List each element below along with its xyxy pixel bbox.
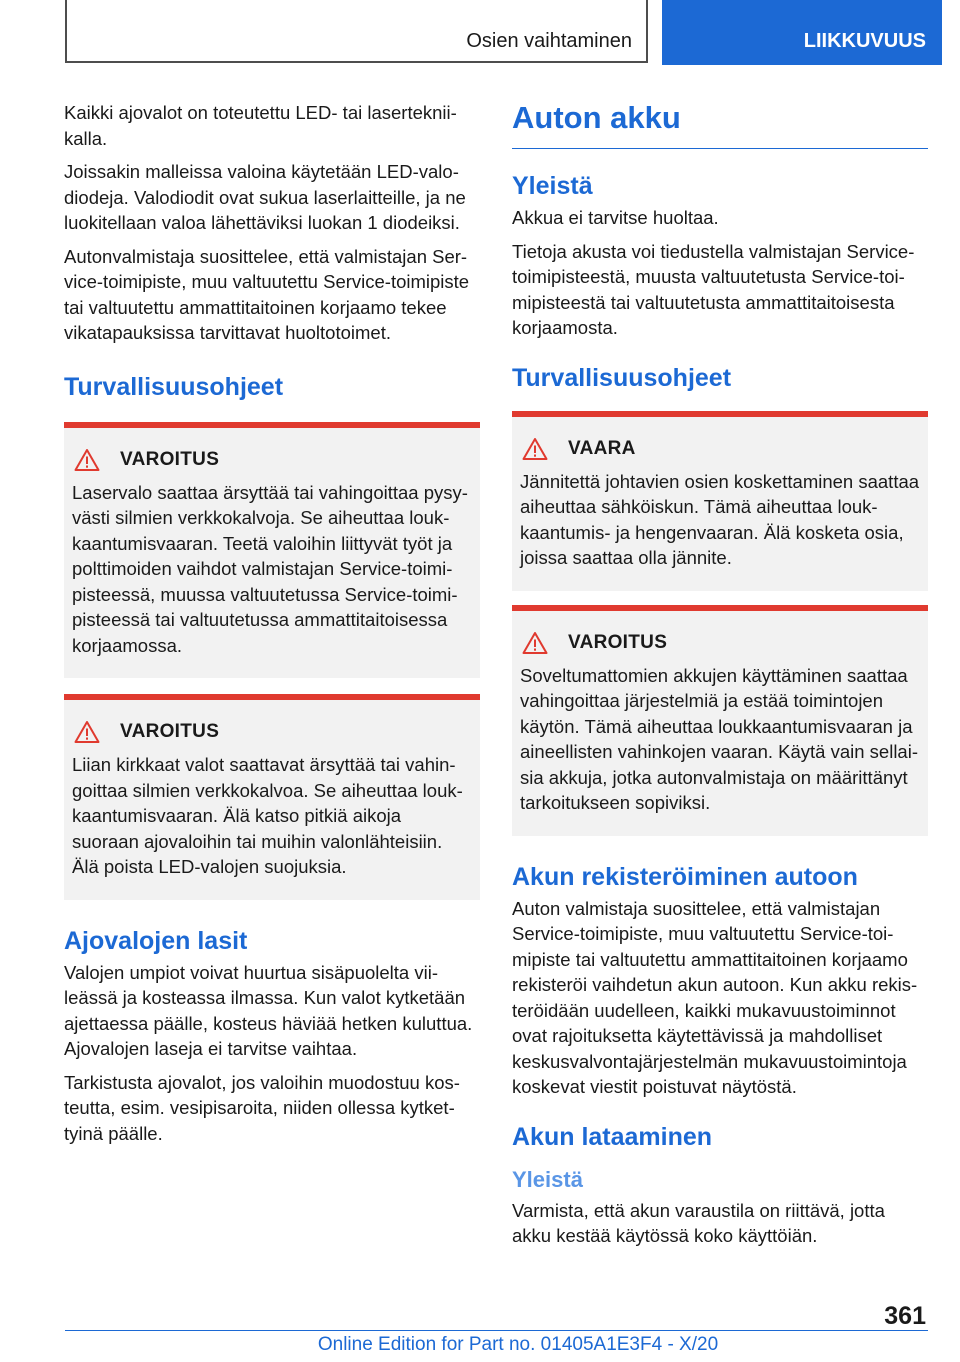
header-chapter-tab <box>662 0 942 65</box>
paragraph: Auton valmistaja suosittelee, että valmistajan Service-toimipiste, muu valtuutettu Service-toimipiste tai valtuutettu ammattitaitoinen korjaamo rekisteröi vaihdetun akun autoon. Kun akku rekisteröidään uudelleen, kaikki mukavuustoiminnot ovat rajoituksetta käytettävissä ja mahdolliset keskusvalvontajärjestelmän mukavuustoimintoja koskevat viestit poistuvat näytöstä. <box>512 897 918 1097</box>
warning-triangle-icon <box>74 448 100 472</box>
footer-edition-text: Online Edition for Part no. 01405A1E3F4 - X/20 <box>317 1334 719 1355</box>
warning-header <box>72 448 472 472</box>
paragraph: Akkua ei tarvitse huoltaa. <box>512 207 719 228</box>
header-section-box <box>65 0 648 63</box>
paragraph: Valojen umpiot voivat huurtua sisäpuolelta viileässä ja kosteassa ilmassa. Kun valot kytketään ajettaessa päälle, kosteus häviää hetken kuluttua. Ajovalojen laseja ei tarvitse vaihtaa. <box>64 961 473 1059</box>
footer-divider <box>65 1330 928 1331</box>
subsection-heading-general: Yleistä <box>512 1166 583 1192</box>
warning-text: Laservalo saattaa ärsyttää tai vahingoittaa pysyvästi silmien verkkokalvoja. Se aiheuttaa loukkaantumisvaaran. Teetä valoihin liittyvät työt ja polttimoiden vaihdot valmistajan Service-toimipisteessä, muussa valtuutetussa Service-toimipisteessä tai valtuutetussa ammattitaitoisessa korjaamossa. <box>72 481 468 656</box>
section-heading-register: Akun rekisteröiminen autoon <box>512 862 858 891</box>
section-heading-general: Yleistä <box>512 172 593 200</box>
warning-box <box>64 422 480 679</box>
page-number: 361 <box>884 1302 926 1330</box>
section-heading-safety: Turvallisuusohjeet <box>512 363 732 392</box>
warning-text: Soveltumattomien akkujen käyttäminen saattaa vahingoittaa järjestelmiä ja estää toimintojen käytön. Tämä aiheuttaa loukkaantumisvaaran ja aineellisten vahinkojen vaaran. Käytä vain sellaisia akkuja, jotka autonvalmistaja on määrittänyt tarkoitukseen sopiviksi. <box>520 664 918 813</box>
warning-header <box>72 720 472 744</box>
header-section-title: Osien vaihtaminen <box>466 30 632 52</box>
paragraph: Joissakin malleissa valoina käytetään LED-valodiodeja. Valodiodit ovat sukua laserlaitteille, ja ne luokitellaan valoa lähettäviksi luokan 1 diodeiksi. <box>64 161 466 233</box>
warning-text: Liian kirkkaat valot saattavat ärsyttää tai vahingoittaa silmien verkkokalvoa. Se aiheuttaa loukkaantumisvaaran. Älä katso pitkiä aikoja suoraan ajovaloihin tai muihin valonlähteisiin. Älä poista LED-valojen suojuksia. <box>72 754 463 877</box>
warning-title: VAROITUS <box>120 448 220 470</box>
danger-text: Jännitettä johtavien osien koskettaminen saattaa aiheuttaa sähköiskun. Tämä aiheuttaa loukkaantumis- ja hengenvaaran. Älä kosketa osia, joissa saattaa olla jännite. <box>520 470 920 568</box>
warning-header <box>520 631 920 655</box>
danger-box <box>512 411 928 591</box>
section-heading-charging: Akun lataaminen <box>512 1122 713 1151</box>
section-heading-lenses: Ajovalojen lasit <box>64 926 248 955</box>
paragraph: Kaikki ajovalot on toteutettu LED- tai lasertekniikalla. <box>64 102 457 149</box>
paragraph: Autonvalmistaja suosittelee, että valmistajan Service-toimipiste, muu valtuutettu Service-toimipiste tai valtuutettu ammattitaitoinen korjaamo tekee vikatapauksissa tarvittavat huoltotoimet. <box>64 245 470 343</box>
warning-title: VAROITUS <box>568 631 668 653</box>
danger-header <box>520 437 920 461</box>
paragraph: Tietoja akusta voi tiedustella valmistajan Service-toimipisteestä, muusta valtuutetusta Service-toimipisteestä tai valtuutetusta ammattitaitoisesta korjaamosta. <box>512 240 915 338</box>
paragraph: Tarkistusta ajovalot, jos valoihin muodostuu kosteutta, esim. vesipisaroita, niiden ollessa kytkettyinä päälle. <box>64 1071 460 1144</box>
paragraph: Varmista, että akun varaustila on riittävä, jotta akku kestää käytössä koko käyttöiän. <box>512 1199 885 1246</box>
warning-triangle-icon <box>74 720 100 744</box>
warning-title: VAROITUS <box>120 721 220 742</box>
chapter-title: Auton akku <box>512 100 928 149</box>
left-column <box>64 100 480 1154</box>
right-column <box>512 100 928 1257</box>
warning-triangle-icon <box>522 437 548 461</box>
warning-box <box>64 694 480 900</box>
section-heading-safety: Turvallisuusohjeet <box>64 372 284 401</box>
footer-edition <box>0 1334 960 1356</box>
warning-box <box>512 605 928 836</box>
danger-title: VAARA <box>568 437 636 459</box>
warning-triangle-icon <box>522 631 548 655</box>
header-chapter-title: LIIKKUVUUS <box>803 30 926 52</box>
